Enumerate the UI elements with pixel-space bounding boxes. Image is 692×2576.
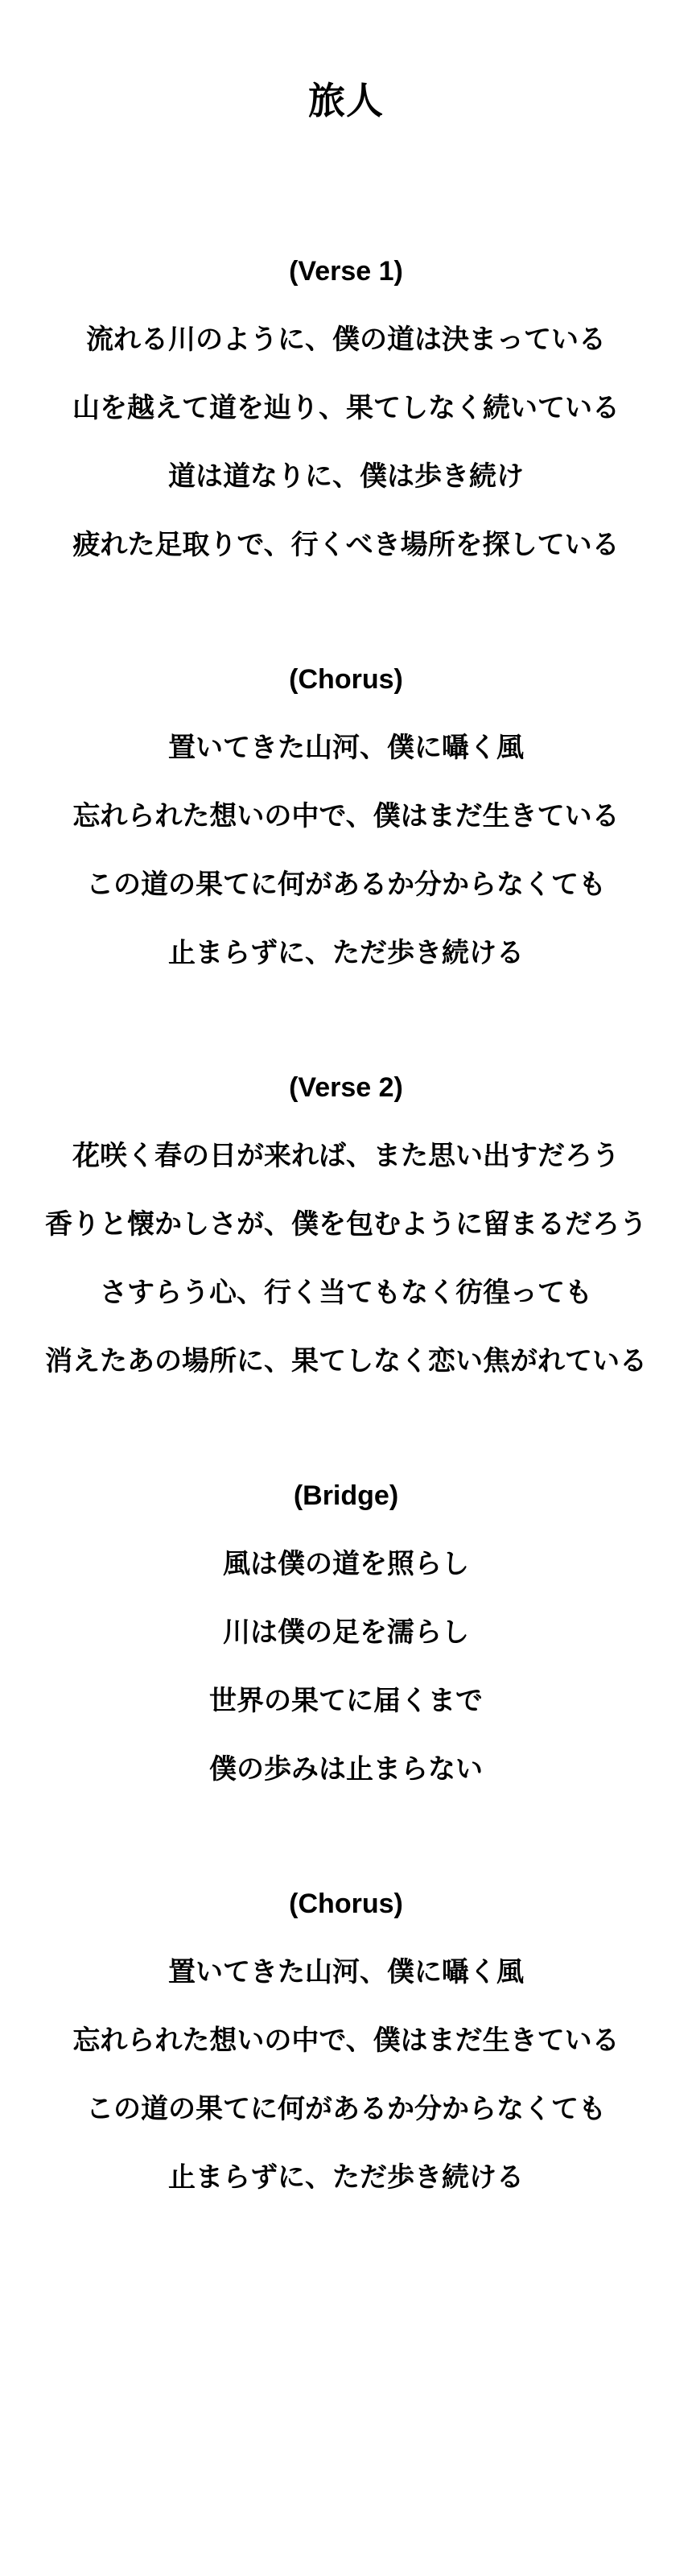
- lyric-line: 止まらずに、ただ歩き続ける: [168, 2162, 524, 2193]
- lyric-line: この道の果てに何があるか分からなくても: [86, 869, 606, 900]
- lyric-line: 香りと懐かしさが、僕を包むように留まるだろう: [45, 1209, 647, 1240]
- stanza-verse-2: [0, 1054, 692, 1396]
- lyric-line: この道の果てに何があるか分からなくても: [86, 2094, 606, 2124]
- lyric-line: 置いてきた山河、僕に囁く風: [168, 1957, 524, 1988]
- lyric-line: 山を越えて道を辿り、果てしなく続いている: [72, 393, 620, 423]
- lyric-line: 流れる川のように、僕の道は決まっている: [86, 324, 606, 355]
- lyric-line: 世界の果てに届くまで: [209, 1686, 483, 1716]
- stanza-chorus-2: [0, 1870, 692, 2212]
- song-title: 旅人: [308, 80, 384, 122]
- lyric-line: 花咲く春の日が来れば、また思い出すだろう: [72, 1141, 620, 1171]
- stanza-bridge: [0, 1462, 692, 1804]
- stanza-verse-1: [0, 237, 692, 580]
- stanza-label: (Bridge): [293, 1480, 399, 1511]
- lyric-line: 道は道なりに、僕は歩き続け: [168, 461, 524, 492]
- stanza-label: (Verse 2): [289, 1072, 403, 1103]
- lyric-line: 置いてきた山河、僕に囁く風: [168, 733, 524, 763]
- lyric-line: 疲れた足取りで、行くべき場所を探している: [72, 530, 620, 560]
- stanza-chorus-1: [0, 646, 692, 988]
- stanza-label: (Verse 1): [289, 256, 403, 287]
- lyric-line: 止まらずに、ただ歩き続ける: [168, 938, 524, 968]
- lyric-line: 風は僕の道を照らし: [223, 1549, 469, 1579]
- lyrics-body: [0, 237, 692, 2212]
- stanza-label: (Chorus): [289, 1889, 403, 1919]
- lyric-line: 僕の歩みは止まらない: [209, 1754, 483, 1785]
- lyric-line: 忘れられた想いの中で、僕はまだ生きている: [72, 801, 620, 832]
- lyric-line: 忘れられた想いの中で、僕はまだ生きている: [72, 2025, 620, 2056]
- lyric-line: 川は僕の足を濡らし: [223, 1617, 469, 1648]
- stanza-label: (Chorus): [289, 664, 403, 695]
- lyric-line: さすらう心、行く当てもなく彷徨っても: [100, 1278, 592, 1308]
- lyric-line: 消えたあの場所に、果てしなく恋い焦がれている: [45, 1346, 647, 1377]
